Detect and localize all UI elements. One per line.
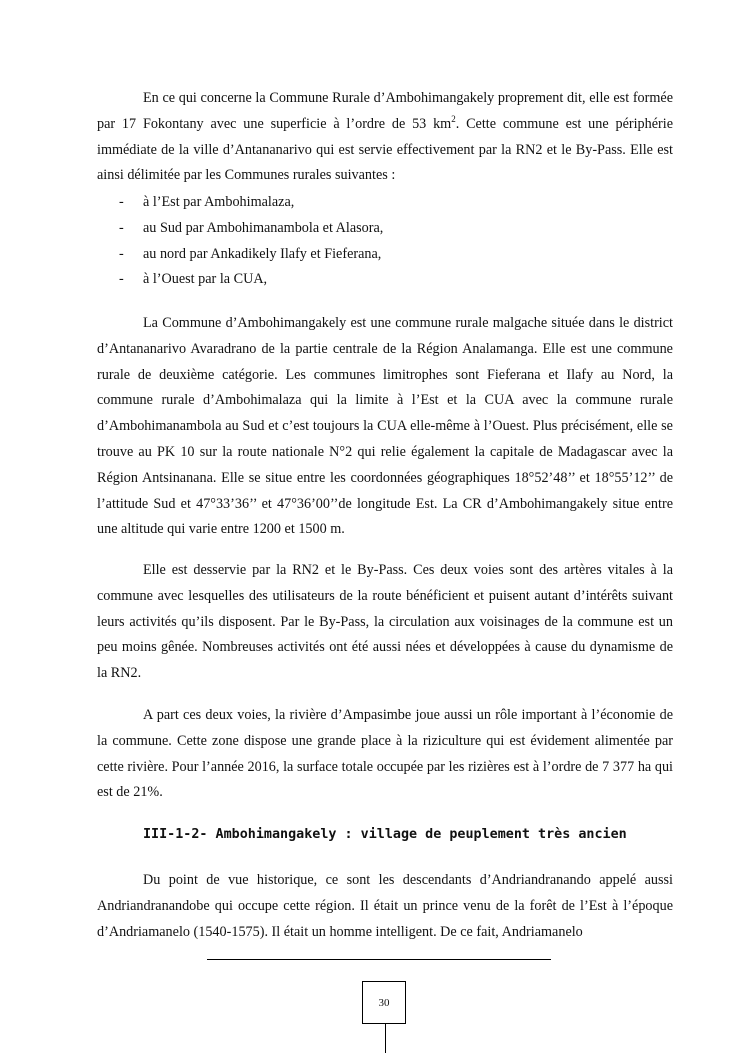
bullet-dash: - bbox=[119, 194, 124, 210]
section-heading: III-1-2- Ambohimangakely : village de peuplement très ancien bbox=[143, 827, 627, 842]
paragraph-commune-location bbox=[97, 311, 673, 543]
list-item bbox=[97, 216, 673, 242]
page-number-stem bbox=[385, 1024, 386, 1053]
list-item-text: à l’Ouest par la CUA, bbox=[143, 271, 268, 288]
paragraph-4-text: A part ces deux voies, la rivière d’Ampasimbe joue aussi un rôle important à l’économie de la commune. Cette zone dispose une grande place à la riziculture qui est évidement alimentée par cette rivière. Pour l’année 2016, la surface totale occupée par les rizières est à l’ordre de 7 377 ha qui est de 21%. bbox=[97, 707, 673, 801]
bullet-dash: - bbox=[119, 219, 124, 236]
list-item-text: au Sud par Ambohimanambola et Alasora, bbox=[143, 219, 384, 236]
bullet-dash: - bbox=[119, 271, 124, 288]
paragraph-river-economy bbox=[97, 703, 673, 806]
list-item bbox=[97, 190, 673, 216]
paragraph-1-text-start: En ce qui concerne la Commune Rurale d’Ambohimangakely proprement dit, elle est formée par 17 Fokontany avec une superficie à l’ordre de 53 km bbox=[97, 90, 673, 132]
paragraph-history bbox=[97, 868, 673, 945]
bullet-dash: - bbox=[119, 245, 124, 262]
paragraph-5-text: Du point de vue historique, ce sont les descendants d’Andriandranando appelé aussi Andriandranandobe qui occupe cette région. Il était un prince venu de la forêt de l’Est à l’époque d’Andriamanelo (1540-1575). Il était un homme intelligent. De ce fait, Andriamanelo bbox=[97, 872, 673, 940]
paragraph-commune-overview bbox=[97, 86, 673, 189]
list-item-text: au nord par Ankadikely Ilafy et Fieferana, bbox=[143, 245, 382, 262]
superscript-exponent: 2 bbox=[451, 113, 456, 124]
paragraph-1-text-end: . Cette commune est une périphérie immédiate de la ville d’Antananarivo qui est servie effectivement par la RN2 et le By-Pass. Elle est ainsi délimitée par les Communes rurales suivantes : bbox=[97, 115, 673, 184]
list-item bbox=[97, 267, 673, 293]
footer-divider bbox=[207, 959, 551, 960]
paragraph-2-text: La Commune d’Ambohimangakely est une commune rurale malgache située dans le district d’Antananarivo Avaradrano de la partie centrale de la Région Analamanga. Elle est une commune rurale de deuxième catégorie. Les communes limitrophes sont Fieferana et Ilafy au Nord, la commune rurale d’Ambohimalaza qui la limite à l’Est et la CUA avec la commune rurale d’Ambohimanambola au Sud et c’est toujours la CUA elle-même à l’Ouest. Plus précisément, elle se trouve au PK 10 sur la route nationale N°2 qui relie également la capitale de Madagascar avec la Région Antsinanana. Elle se situe entre les coordonnées géographiques 18°52’48’’ et 18°55’12’’ de l’attitude Sud et 47°33’36’’ et 47°36’00’’de longitude Est. La CR d’Ambohimangakely situe entre une altitude qui varie entre 1200 et 1500 m. bbox=[97, 315, 673, 538]
paragraph-road-access bbox=[97, 558, 673, 687]
paragraph-3-text: Elle est desservie par la RN2 et le By-Pass. Ces deux voies sont des artères vitales à la commune avec lesquelles des utilisateurs de la route bénéficient et puisent autant d’intérêts suivant leurs activités qu’ils disposent. Par le By-Pass, la circulation aux voisinages de la commune est un peu moins gênée. Nombreuses activités ont été aussi nées et développées à cause du dynamisme de la RN2. bbox=[97, 562, 673, 682]
list-item bbox=[97, 242, 673, 268]
page-number-text: 30 bbox=[378, 996, 390, 1009]
boundary-list bbox=[97, 190, 673, 293]
list-item-text: à l’Est par Ambohimalaza, bbox=[143, 194, 295, 210]
page-number bbox=[362, 981, 406, 1024]
